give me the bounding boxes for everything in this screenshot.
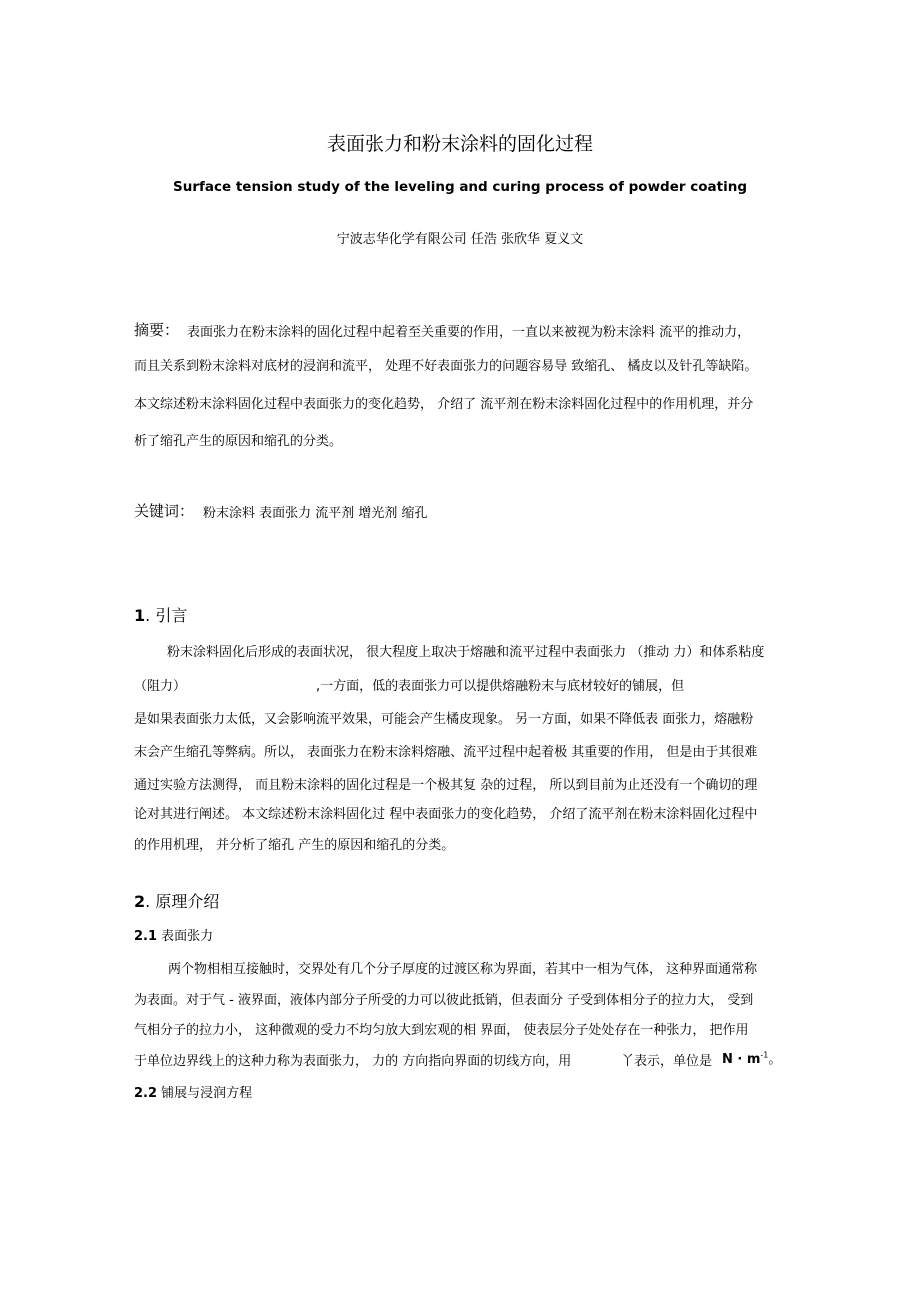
subsection-number: 2.1 — [134, 929, 158, 944]
unit-text: N · m — [722, 1052, 761, 1067]
subsection-title: 铺展与浸润方程 — [161, 1086, 253, 1101]
body-line: 末会产生缩孔等弊病。所以， 表面张力在粉末涂料熔融、流平过程中起着极 其重要的作用， 但是由于其很难 — [134, 745, 758, 760]
body-line: 丫表示，单位是 — [621, 1054, 713, 1069]
body-line: 是如果表面张力太低，又会影响流平效果，可能会产生橘皮现象。 另一方面，如果不降低表 面张力，熔融粉 — [134, 712, 754, 727]
authors: 宁波志华化学有限公司 任浩 张欣华 夏义文 — [336, 232, 584, 247]
body-line: 气相分子的拉力小， 这种微观的受力不均匀放大到宏观的相 界面， 使表层分子处处存在一种张力， 把作用 — [134, 1023, 749, 1038]
abstract-label: 摘要： — [134, 321, 180, 339]
body-line: 通过实验方法测得， 而且粉末涂料的固化过程是一个极其复 杂的过程， 所以到目前为止还没有一个确切的理 — [134, 778, 758, 793]
english-title: Surface tension study of the leveling and curing process of powder coating — [173, 179, 747, 195]
section-number: 2 — [134, 892, 146, 911]
section-heading — [134, 889, 219, 912]
abstract-line: 而且关系到粉末涂料对底材的浸润和流平， 处理不好表面张力的问题容易导 致缩孔、 橘皮以及针孔等缺陷。 — [134, 359, 758, 374]
subsection-heading — [134, 1082, 252, 1101]
abstract-line: 表面张力在粉末涂料的固化过程中起着至关重要的作用，一直以来被视为粉末涂料 流平的推动力， — [187, 325, 751, 340]
body-line: 两个物相相互接触时，交界处有几个分子厚度的过渡区称为界面，若其中一相为气体， 这种界面通常称 — [168, 962, 758, 977]
subsection-heading — [134, 925, 213, 944]
unit-expression — [722, 1048, 781, 1067]
body-line: 的作用机理， 并分析了缩孔 产生的原因和缩孔的分类。 — [134, 838, 455, 853]
body-line: ,一方面，低的表面张力可以提供熔融粉末与底材较好的铺展，但 — [316, 679, 685, 694]
abstract-line: 析了缩孔产生的原因和缩孔的分类。 — [134, 434, 343, 449]
body-line: 于单位边界线上的这种力称为表面张力， 力的 方向指向界面的切线方向，用 — [134, 1054, 572, 1069]
subsection-title: 表面张力 — [161, 929, 214, 944]
section-number: 1 — [134, 606, 146, 625]
body-line: （阻力） — [134, 679, 187, 694]
paper-title: 表面张力和粉末涂料的固化过程 — [326, 133, 593, 155]
body-line: 粉末涂料固化后形成的表面状况， 很大程度上取决于熔融和流平过程中表面张力 （推动 力）和体系粘度 — [167, 645, 765, 660]
abstract-line: 本文综述粉末涂料固化过程中表面张力的变化趋势， 介绍了 流平剂在粉末涂料固化过程中的作用机理，并分 — [134, 397, 754, 412]
section-title: . 原理介绍 — [145, 892, 220, 911]
section-heading — [134, 603, 187, 626]
unit-exponent: -1 — [760, 1050, 769, 1060]
unit-period: 。 — [768, 1052, 782, 1067]
subsection-number: 2.2 — [134, 1086, 158, 1101]
body-line: 为表面。对于气 - 液界面，液体内部分子所受的力可以彼此抵销，但表面分 子受到体相分子的拉力大， 受到 — [134, 993, 754, 1008]
keywords-label: 关键词： — [134, 502, 195, 520]
section-title: . 引言 — [145, 606, 188, 625]
body-line: 论对其进行阐述。 本文综述粉末涂料固化过 程中表面张力的变化趋势， 介绍了流平剂在粉末涂料固化过程中 — [134, 807, 758, 822]
keywords-text: 粉末涂料 表面张力 流平剂 增光剂 缩孔 — [203, 506, 428, 521]
